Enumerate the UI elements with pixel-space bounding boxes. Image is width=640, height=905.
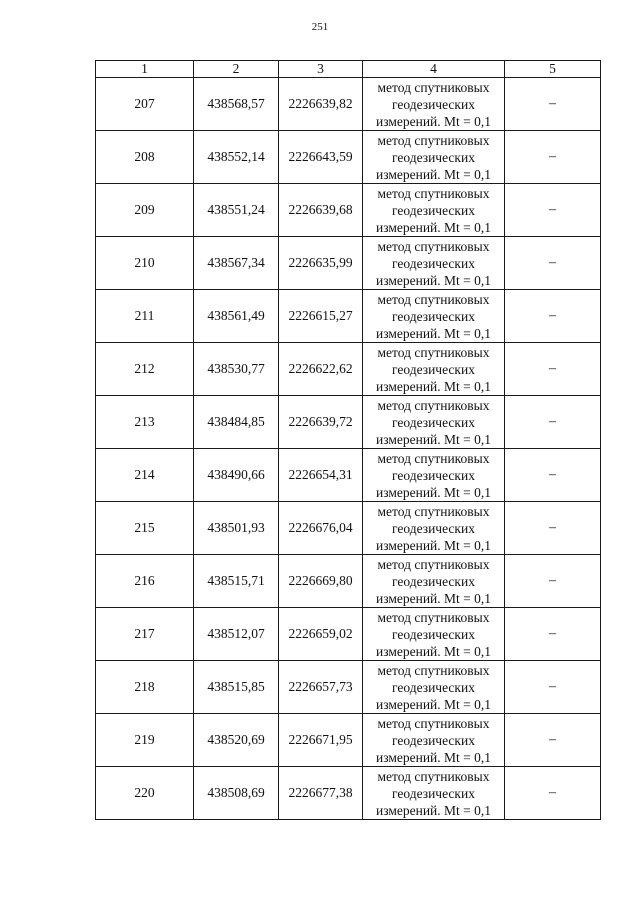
note-cell: – [505,661,601,714]
method-description-cell [363,184,505,237]
table-header-row [96,61,601,78]
y-coordinate-cell: 2226639,68 [279,184,363,237]
point-number-cell: 211 [96,290,194,343]
y-coordinate-cell: 2226654,31 [279,449,363,502]
method-line-3: измерений. Mt = 0,1 [375,643,492,659]
page-number: 251 [311,21,329,33]
x-coordinate-cell: 438520,69 [194,714,279,767]
method-line-2: геодезических [392,785,475,801]
method-line-3: измерений. Mt = 0,1 [375,113,492,129]
method-line-3: измерений. Mt = 0,1 [375,166,492,182]
method-line-1: метод спутниковых [377,450,490,466]
table-row [96,396,601,449]
table-row [96,767,601,820]
table-row [96,131,601,184]
point-number-cell: 214 [96,449,194,502]
method-line-1: метод спутниковых [377,768,490,784]
table-row [96,661,601,714]
point-number-cell: 208 [96,131,194,184]
method-line-2: геодезических [392,679,475,695]
note-cell: – [505,78,601,131]
point-number-cell: 217 [96,608,194,661]
point-number-cell: 209 [96,184,194,237]
note-cell: – [505,131,601,184]
table-row [96,343,601,396]
point-number-cell: 216 [96,555,194,608]
point-number-cell: 207 [96,78,194,131]
y-coordinate-cell: 2226669,80 [279,555,363,608]
y-coordinate-cell: 2226639,82 [279,78,363,131]
method-description-cell [363,555,505,608]
note-cell: – [505,449,601,502]
point-number-cell: 215 [96,502,194,555]
method-line-2: геодезических [392,361,475,377]
method-line-2: геодезических [392,414,475,430]
y-coordinate-cell: 2226615,27 [279,290,363,343]
method-line-3: измерений. Mt = 0,1 [375,484,492,500]
table-row [96,78,601,131]
method-description-cell [363,661,505,714]
x-coordinate-cell: 438552,14 [194,131,279,184]
method-line-1: метод спутниковых [377,609,490,625]
point-number-cell: 219 [96,714,194,767]
table-row [96,714,601,767]
method-line-1: метод спутниковых [377,503,490,519]
note-cell: – [505,396,601,449]
table-body [96,78,601,820]
x-coordinate-cell: 438512,07 [194,608,279,661]
method-line-1: метод спутниковых [377,291,490,307]
coordinates-table [95,60,601,820]
method-line-1: метод спутниковых [377,344,490,360]
method-line-2: геодезических [392,308,475,324]
y-coordinate-cell: 2226635,99 [279,237,363,290]
note-cell: – [505,608,601,661]
method-line-2: геодезических [392,573,475,589]
method-line-2: геодезических [392,467,475,483]
x-coordinate-cell: 438551,24 [194,184,279,237]
method-line-2: геодезических [392,149,475,165]
method-description-cell [363,502,505,555]
method-line-3: измерений. Mt = 0,1 [375,378,492,394]
method-line-3: измерений. Mt = 0,1 [375,537,492,553]
x-coordinate-cell: 438530,77 [194,343,279,396]
column-header-5: 5 [505,61,601,78]
point-number-cell: 210 [96,237,194,290]
table-row [96,184,601,237]
method-line-1: метод спутниковых [377,132,490,148]
point-number-cell: 220 [96,767,194,820]
method-description-cell [363,396,505,449]
method-description-cell [363,714,505,767]
table-row [96,449,601,502]
method-line-2: геодезических [392,96,475,112]
note-cell: – [505,290,601,343]
y-coordinate-cell: 2226643,59 [279,131,363,184]
x-coordinate-cell: 438484,85 [194,396,279,449]
y-coordinate-cell: 2226677,38 [279,767,363,820]
point-number-cell: 218 [96,661,194,714]
method-line-3: измерений. Mt = 0,1 [375,219,492,235]
method-description-cell [363,343,505,396]
y-coordinate-cell: 2226671,95 [279,714,363,767]
table-row [96,237,601,290]
method-description-cell [363,131,505,184]
y-coordinate-cell: 2226657,73 [279,661,363,714]
method-line-3: измерений. Mt = 0,1 [375,325,492,341]
method-line-3: измерений. Mt = 0,1 [375,749,492,765]
note-cell: – [505,502,601,555]
table-row [96,502,601,555]
method-line-2: геодезических [392,255,475,271]
y-coordinate-cell: 2226659,02 [279,608,363,661]
method-line-3: измерений. Mt = 0,1 [375,272,492,288]
y-coordinate-cell: 2226622,62 [279,343,363,396]
note-cell: – [505,184,601,237]
method-description-cell [363,608,505,661]
method-line-2: геодезических [392,520,475,536]
method-line-1: метод спутниковых [377,238,490,254]
method-line-3: измерений. Mt = 0,1 [375,431,492,447]
x-coordinate-cell: 438490,66 [194,449,279,502]
method-description-cell [363,290,505,343]
column-header-3: 3 [279,61,363,78]
method-line-3: измерений. Mt = 0,1 [375,802,492,818]
method-line-1: метод спутниковых [377,397,490,413]
x-coordinate-cell: 438515,71 [194,555,279,608]
x-coordinate-cell: 438515,85 [194,661,279,714]
method-line-1: метод спутниковых [377,662,490,678]
note-cell: – [505,555,601,608]
x-coordinate-cell: 438508,69 [194,767,279,820]
y-coordinate-cell: 2226676,04 [279,502,363,555]
note-cell: – [505,767,601,820]
table-row [96,555,601,608]
point-number-cell: 213 [96,396,194,449]
x-coordinate-cell: 438567,34 [194,237,279,290]
method-line-2: геодезических [392,202,475,218]
method-description-cell [363,78,505,131]
column-header-4: 4 [363,61,505,78]
method-line-2: геодезических [392,626,475,642]
method-line-1: метод спутниковых [377,556,490,572]
note-cell: – [505,343,601,396]
table-row [96,608,601,661]
method-line-1: метод спутниковых [377,715,490,731]
note-cell: – [505,237,601,290]
column-header-2: 2 [194,61,279,78]
x-coordinate-cell: 438568,57 [194,78,279,131]
x-coordinate-cell: 438501,93 [194,502,279,555]
note-cell: – [505,714,601,767]
x-coordinate-cell: 438561,49 [194,290,279,343]
method-description-cell [363,767,505,820]
point-number-cell: 212 [96,343,194,396]
method-line-1: метод спутниковых [377,79,490,95]
y-coordinate-cell: 2226639,72 [279,396,363,449]
column-header-1: 1 [96,61,194,78]
method-line-1: метод спутниковых [377,185,490,201]
table-row [96,290,601,343]
method-description-cell [363,237,505,290]
method-line-3: измерений. Mt = 0,1 [375,590,492,606]
method-line-2: геодезических [392,732,475,748]
method-description-cell [363,449,505,502]
method-line-3: измерений. Mt = 0,1 [375,696,492,712]
